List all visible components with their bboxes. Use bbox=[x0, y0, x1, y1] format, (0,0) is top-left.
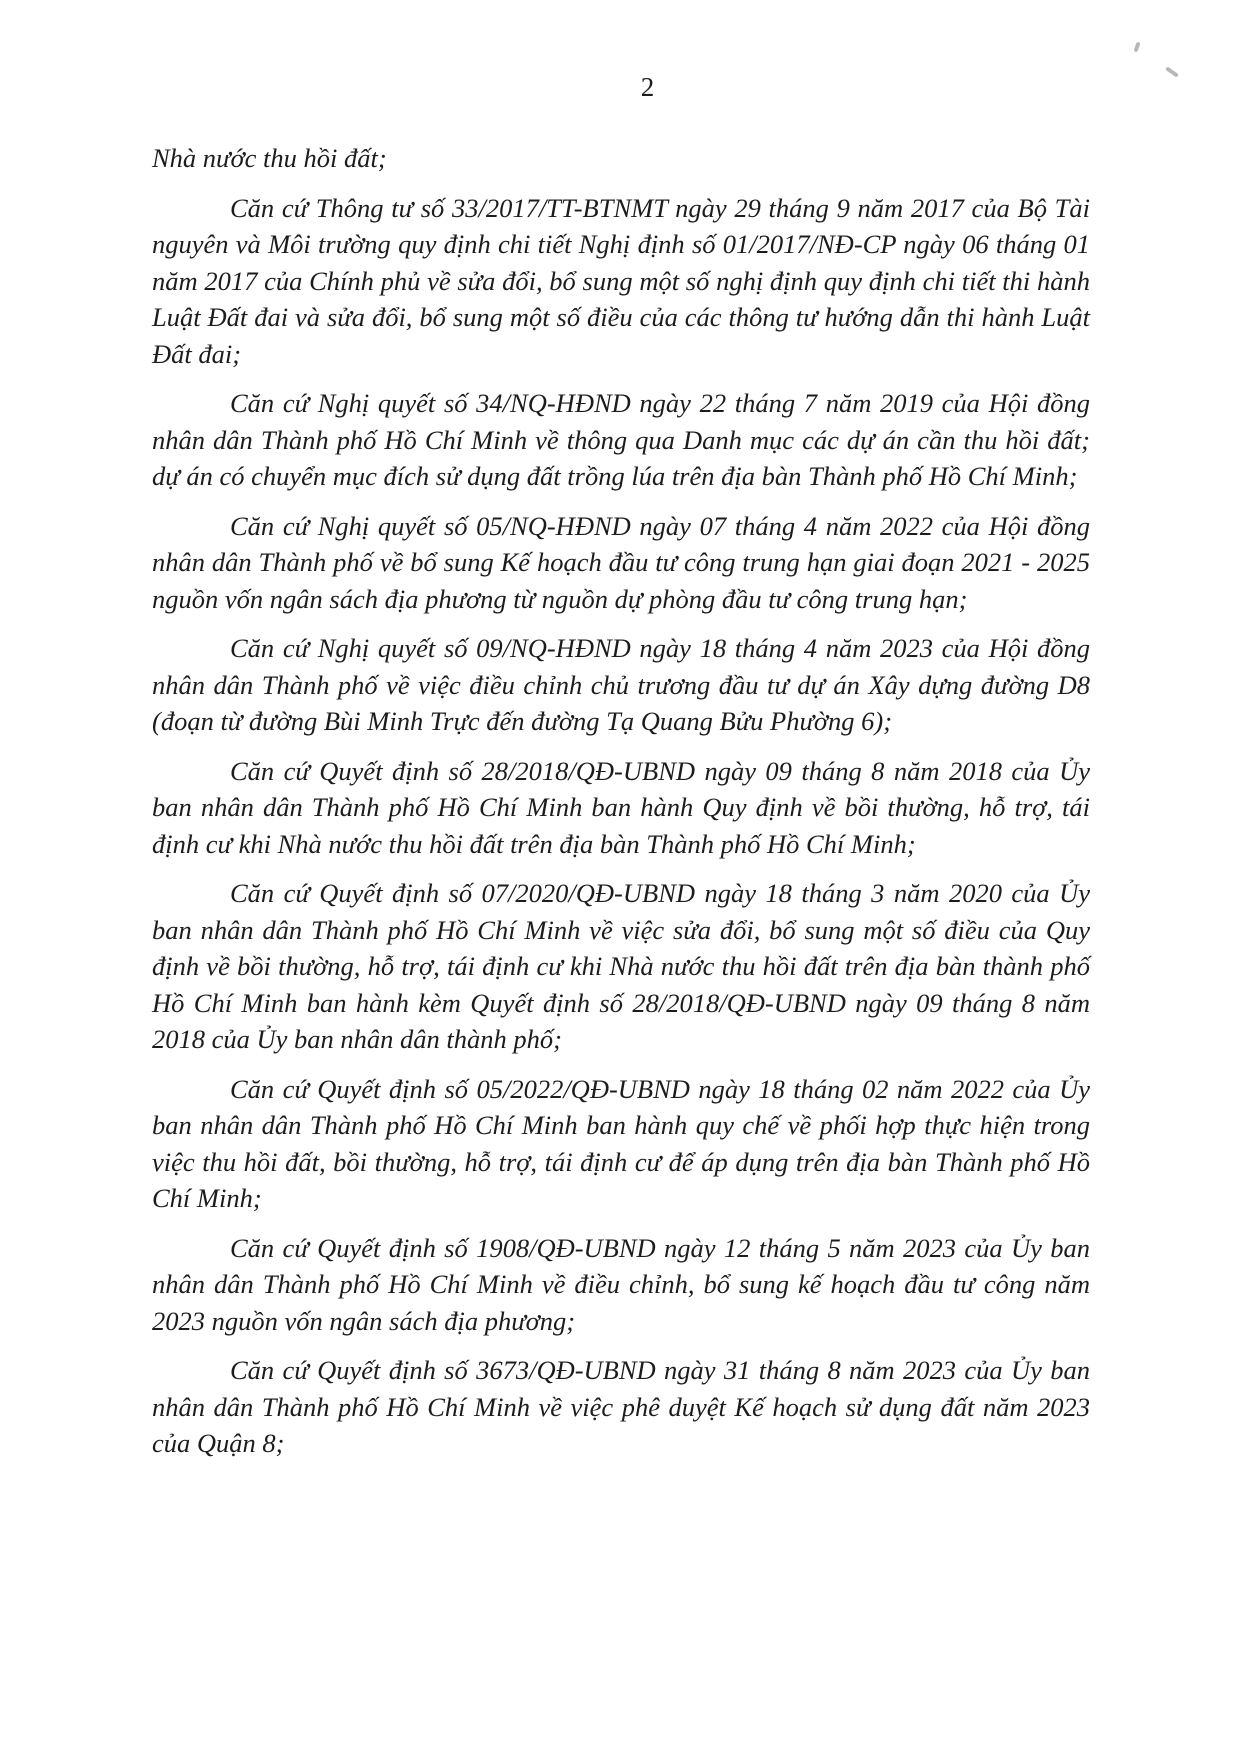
paragraph-resolution-34-2019: Căn cứ Nghị quyết số 34/NQ-HĐND ngày 22 tháng 7 năm 2019 của Hội đồng nhân dân Thành phố Hồ Chí Minh về thông qua Danh mục các dự án cần thu hồi đất; dự án có chuyển mục đích sử dụng đất trồng lúa trên địa bàn Thành phố Hồ Chí Minh; bbox=[152, 388, 1090, 491]
document-body bbox=[152, 140, 1090, 1475]
paragraph-decision-07-2020: Căn cứ Quyết định số 07/2020/QĐ-UBND ngày 18 tháng 3 năm 2020 của Ủy ban nhân dân Thành phố Hồ Chí Minh về việc sửa đổi, bổ sung một số điều của Quy định về bồi thường, hỗ trợ, tái định cư khi Nhà nước thu hồi đất trên địa bàn thành phố Hồ Chí Minh ban hành kèm Quyết định số 28/2018/QĐ-UBND ngày 09 tháng 8 năm 2018 của Ủy ban nhân dân thành phố; bbox=[152, 878, 1090, 1054]
paragraph-decision-05-2022: Căn cứ Quyết định số 05/2022/QĐ-UBND ngày 18 tháng 02 năm 2022 của Ủy ban nhân dân Thành phố Hồ Chí Minh ban hành quy chế về phối hợp thực hiện trong việc thu hồi đất, bồi thường, hỗ trợ, tái định cư để áp dụng trên địa bàn Thành phố Hồ Chí Minh; bbox=[152, 1073, 1090, 1213]
paragraph-resolution-09-2023: Căn cứ Nghị quyết số 09/NQ-HĐND ngày 18 tháng 4 năm 2023 của Hội đồng nhân dân Thành phố về việc điều chỉnh chủ trương đầu tư dự án Xây dựng đường D8 (đoạn từ đường Bùi Minh Trực đến đường Tạ Quang Bửu Phường 6); bbox=[152, 633, 1090, 736]
paragraph-decision-1908-2023: Căn cứ Quyết định số 1908/QĐ-UBND ngày 12 tháng 5 năm 2023 của Ủy ban nhân dân Thành phố Hồ Chí Minh về điều chỉnh, bổ sung kế hoạch đầu tư công năm 2023 nguồn vốn ngân sách địa phương; bbox=[152, 1232, 1090, 1336]
paragraph-decision-3673-2023: Căn cứ Quyết định số 3673/QĐ-UBND ngày 31 tháng 8 năm 2023 của Ủy ban nhân dân Thành phố Hồ Chí Minh về việc phê duyệt Kế hoạch sử dụng đất năm 2023 của Quận 8; bbox=[152, 1355, 1090, 1458]
paragraph-decision-28-2018: Căn cứ Quyết định số 28/2018/QĐ-UBND ngày 09 tháng 8 năm 2018 của Ủy ban nhân dân Thành phố Hồ Chí Minh ban hành Quy định về bồi thường, hỗ trợ, tái định cư khi Nhà nước thu hồi đất trên địa bàn Thành phố Hồ Chí Minh; bbox=[152, 755, 1090, 859]
paragraph-circular-33-2017: Căn cứ Thông tư số 33/2017/TT-BTNMT ngày 29 tháng 9 năm 2017 của Bộ Tài nguyên và Môi trường quy định chi tiết Nghị định số 01/2017/NĐ-CP ngày 06 tháng 01 năm 2017 của Chính phủ về sửa đổi, bổ sung một số nghị định quy định chi tiết thi hành Luật Đất đai và sửa đổi, bổ sung một số điều của các thông tư hướng dẫn thi hành Luật Đất đai; bbox=[152, 192, 1090, 369]
paragraph-continuation: Nhà nước thu hồi đất; bbox=[152, 143, 387, 173]
scan-artifact bbox=[1133, 42, 1140, 53]
paragraph-resolution-05-2022: Căn cứ Nghị quyết số 05/NQ-HĐND ngày 07 tháng 4 năm 2022 của Hội đồng nhân dân Thành phố về bổ sung Kế hoạch đầu tư công trung hạn giai đoạn 2021 - 2025 nguồn vốn ngân sách địa phương từ nguồn dự phòng đầu tư công trung hạn; bbox=[152, 510, 1090, 614]
page-number: 2 bbox=[640, 72, 655, 102]
